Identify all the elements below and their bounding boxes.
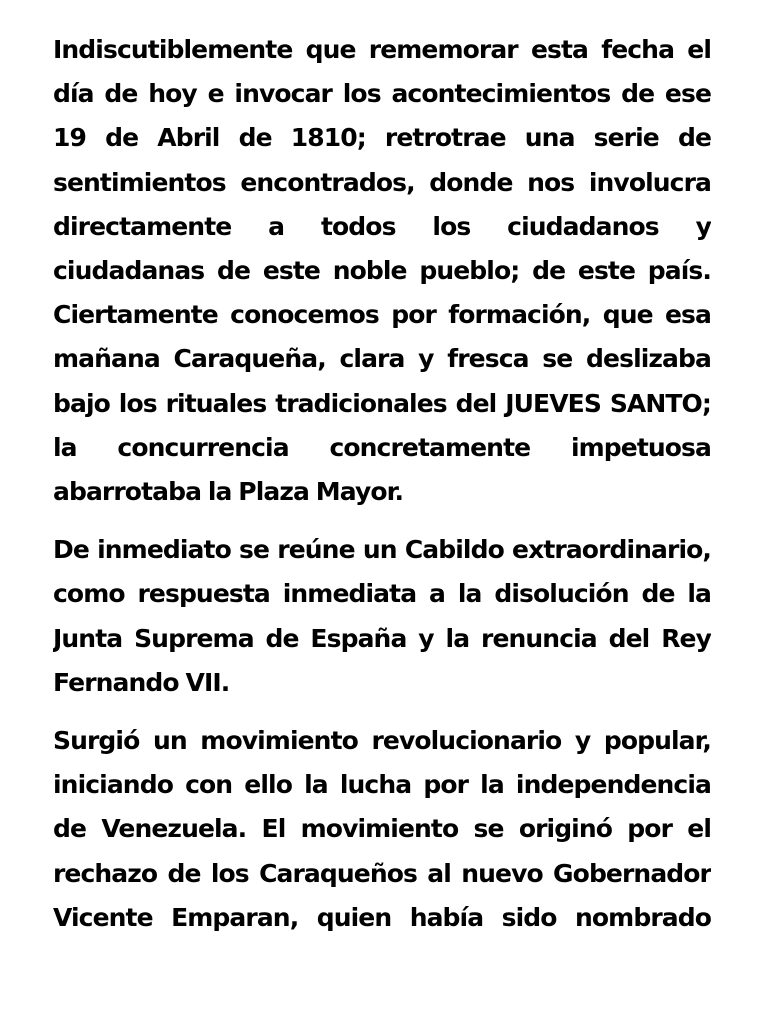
paragraph-movimiento: Surgió un movimiento revolucionario y popular, iniciando con ello la lucha por la independencia de Venezuela. El movimiento se originó por el rechazo de los Caraqueños al nuevo Gobernador Vicente Emparan, quien había sido nombrado	[53, 726, 711, 932]
document-page	[53, 28, 711, 1018]
paragraph-cabildo: De inmediato se reúne un Cabildo extraordinario, como respuesta inmediata a la disolución de la Junta Suprema de España y la renuncia del Rey Fernando VII.	[53, 535, 711, 697]
paragraph-19-abril: Indiscutiblemente que rememorar esta fecha el día de hoy e invocar los acontecimientos de ese 19 de Abril de 1810; retrotrae una serie de sentimientos encontrados, donde nos involucra directamente a todos los ciudadanos y ciudadanas de este noble pueblo; de este país. Ciertamente conocemos por formación, que esa mañana Caraqueña, clara y fresca se deslizaba bajo los rituales tradicionales del JUEVES SANTO; la concurrencia concretamente impetuosa abarrotaba la Plaza Mayor.	[53, 35, 711, 507]
